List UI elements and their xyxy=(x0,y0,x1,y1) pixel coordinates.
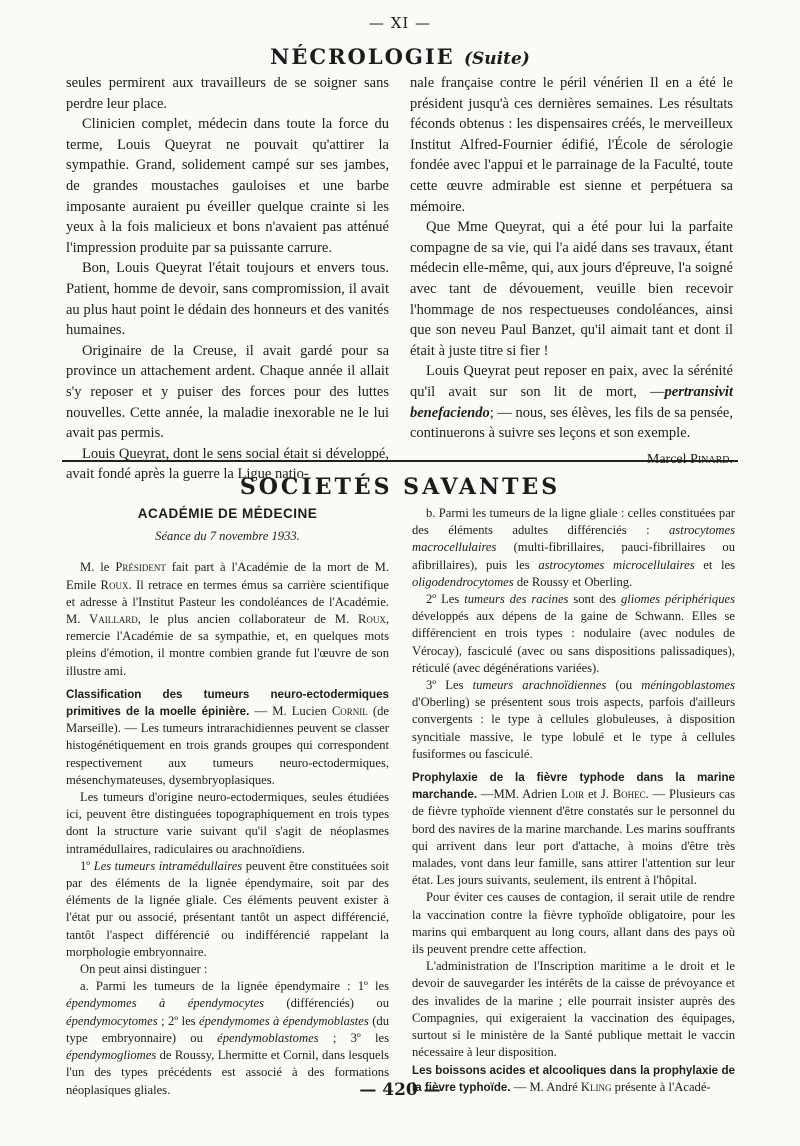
necro-paragraph: seules permirent aux travailleurs de se soigner sans perdre leur place. xyxy=(66,75,389,112)
soc-paragraph xyxy=(66,559,389,679)
text-run: de Roussy et Oberling. xyxy=(516,574,633,589)
necro-paragraph-last xyxy=(410,361,733,443)
text-run: b. Parmi les tumeurs de la ligne gliale : celles constituées par des éléments adultes différenciés : xyxy=(412,506,735,538)
societes-right-column xyxy=(412,505,735,1096)
necro-paragraph: Bon, Louis Queyrat l'était toujours et envers tous. Patient, homme de devoir, sans compromission, il avait au plus haut point le dédain des honneurs et des vanités humaines. xyxy=(66,260,389,339)
necro-paragraph: Que Mme Queyrat, qui a été pour lui la parfaite compagne de sa vie, qui l'a aidé dans ses travaux, étant médecin elle-même, qui, aux jours d'épreuve, l'a soigné avec tant de dévouement, veuille bien recevoir l'hommage de nos respectueuses condoléances, ainsi que son neveu Paul Banzet, qu'il aimait tant et dont il était à juste titre si fier ! xyxy=(410,219,733,359)
necrologie-right-column xyxy=(410,73,733,470)
soc-paragraph: Les tumeurs d'origine neuro-ectodermiques, seules étudiées ici, peuvent être distinguées topographiquement en trois types dont la structure varie suivant qu'il s'agit de néoplasmes intramédullaires, radiculaires ou arachnoïdiens. xyxy=(66,790,389,856)
text-run: et J. xyxy=(587,787,609,802)
name-kling: Kling xyxy=(580,1079,612,1094)
italic-run: épendymoblastomes xyxy=(217,1030,319,1045)
text-run: a. Parmi les tumeurs de la lignée épendymaire : 1º les xyxy=(80,979,389,994)
societes-title: SOCIETÉS SAVANTES xyxy=(239,474,561,500)
soc-paragraph xyxy=(66,686,389,789)
name-president: Président xyxy=(115,560,166,575)
soc-paragraph: L'administration de l'Inscription maritime a le droit et le devoir de sauvegarder les intérêts de la caisse de prévoyance et des invalides de la marine ; elle pourrait insister auprès des Compagnies, qui exigeraient la vaccination des équipages, surtout si le ministère de la Santé publique mettait le vaccin nécessaire à leur disposition. xyxy=(412,959,735,1060)
text-run: , le plus ancien collaborateur de M. xyxy=(137,612,350,627)
text-run: (de Marseille). — Les tumeurs intrarachidiennes peuvent se classer histogénétiquement en trois grands groupes qui correspondent respectivement aux tumeurs neuro-ectodermiques, mésenchymateuses, dysembryoplasiques. xyxy=(66,704,389,787)
societes-left-column xyxy=(66,505,389,1099)
italic-run: oligodendrocytomes xyxy=(412,574,514,589)
article-heading: Classification des tumeurs neuro-ectodermiques primitives de la moelle épinière. xyxy=(66,687,389,719)
article-heading: Les boissons acides et alcooliques dans la prophylaxie de la fièvre typhoïde. xyxy=(412,1063,735,1094)
italic-run: épendymomes à épendymoblastes xyxy=(198,1013,369,1028)
text-run: (différenciés) ou xyxy=(286,996,390,1011)
seance-date: Séance du 7 novembre 1933. xyxy=(155,529,300,544)
italic-run: épendymocytomes xyxy=(66,1013,158,1028)
text-run: présente à l'Acadé- xyxy=(614,1079,711,1094)
text-run: fait part à l'Académie de la mort de M. Emile xyxy=(66,560,389,592)
signature-first: Marcel xyxy=(646,451,687,467)
text-run: . — Plusieurs cas de fièvre typhoïde viennent d'être constatés sur le personnel du bord des navires de la marine marchande. Les marins souffrants qui arrivent dans leur port d'attache, à moins d'être très malades, vont dans leur famille, sans attirer l'attention sur leur état. Les jours suivants, seulement, ils entrent à l'hôpital. xyxy=(412,787,736,888)
necro-latin-phrase: pertransivit benefaciendo xyxy=(410,383,733,421)
name-cornil: Cornil xyxy=(331,704,368,719)
necrologie-title-text: NÉCROLOGIE xyxy=(270,44,455,69)
necrologie-title-suite: (Suite) xyxy=(463,49,530,69)
text-run: 2º Les xyxy=(426,592,460,607)
name-bohec: Bohec xyxy=(612,787,646,802)
italic-run: tumeurs des racines xyxy=(464,592,569,607)
text-run: de Roussy, Lhermitte et Cornil, dans lesquels l'un des types précédents est associé à des formations néoplasiques gliales. xyxy=(66,1048,389,1097)
text-run: développés aux dépens de la gaine de Schwann. Elles se différencient en trois types : nodulaire (avec nodules de Vérocay), fasciculé (avec ou sans dispositions palissadiques), réticulé (avec dégénérations variées). xyxy=(412,609,735,675)
italic-run: méningoblastomes xyxy=(641,678,735,693)
signature-last: Pinard. xyxy=(690,451,733,467)
name-vaillard: Vaillard xyxy=(89,612,138,627)
page-roman-numeral: — XI — xyxy=(368,14,432,32)
name-roux: Roux xyxy=(100,577,129,592)
soc-paragraph xyxy=(412,677,735,763)
necro-paragraph: Louis Queyrat, dont le sens social était si développé, avait fondé après la guerre la Ligue natio- xyxy=(66,445,389,483)
text-run: , remercie l'Académie de sa sympathie, et, en quelques mots pleins d'émotion, il montre combien grande fut l'œuvre de son illustre ami. xyxy=(66,612,389,678)
italic-run: astrocytomes microcellulaires xyxy=(538,557,695,572)
italic-run: épendymomes à épendymocytes xyxy=(66,996,264,1011)
section-divider xyxy=(62,460,738,462)
necro-paragraph: Clinicien complet, médecin dans toute la force du terme, Louis Queyrat ne pouvait qu'attirer la sympathie. Grand, solidement campé sur ses jambes, de grandes moustaches gauloises et une barbe imposante auraient pu éveiller quelque crainte si les yeux à la fois malicieux et bons n'avaient pas atténué l'impression produite par sa puissante carrure. xyxy=(66,116,389,256)
text-run: — M. Lucien xyxy=(254,704,327,719)
necrologie-left-column xyxy=(66,73,389,485)
necro-paragraph: nale française contre le péril vénérien Il en a été le président jusqu'à ces dernières semaines. Les résultats féconds obtenus : les dispensaires créés, le merveilleux Institut Alfred-Fournier édifié, l'École de sérologie fondée avec l'appui et le parrainage de la Faculté, toute cette œuvre admirable est sienne et perpétuera sa mémoire. xyxy=(410,75,733,215)
necrologie-title xyxy=(0,44,800,69)
text-run: d'Oberling) se présentent sous trois aspects, parfois d'ailleurs convergents : le type à cellules globuleuses, à disposition syncitiale massive, le type lobulé et le type à cellules fusiformes ou fasciculé. xyxy=(412,695,735,761)
italic-run: Les tumeurs intramédullaires xyxy=(93,858,243,873)
soc-paragraph xyxy=(66,858,389,961)
soc-paragraph: Pour éviter ces causes de contagion, il serait utile de rendre la vaccination contre la fièvre typhoïde obligatoire, pour les marins qui embarquent au long cours, allant dans des pays où ils peuvent prendre cette affection. xyxy=(412,890,735,957)
text-run: peuvent être constituées soit par des éléments de la lignée épendymaire, soit par des éléments de la lignée gliale. Ces éléments peuvent exister à l'état pur ou associé, présentant tantôt un aspect différencié, tantôt l'aspect différencié ou indifférencié rappelant la morphologie embryonnaire. xyxy=(66,858,389,959)
soc-paragraph xyxy=(412,769,735,889)
italic-run: épendymogliomes xyxy=(66,1048,157,1063)
academy-heading: ACADÉMIE DE MÉDECINE xyxy=(137,506,318,521)
text-run: (multi-fibrillaires, pauci-fibrillaires ou afibrillaires), puis les xyxy=(412,540,735,572)
text-run: ; 3º les xyxy=(332,1030,389,1045)
italic-run: tumeurs arachnoïdiennes xyxy=(472,678,607,693)
italic-run: gliomes périphériques xyxy=(620,592,735,607)
name-loir: Loir xyxy=(560,787,585,802)
soc-paragraph: On peut ainsi distinguer : xyxy=(80,962,208,977)
text-run: . Il retrace en termes émus sa carrière scientifique et adresse à l'Institut Pasteur les condoléances de l'Académie. M. xyxy=(66,577,389,627)
text-run: M. le xyxy=(80,560,110,575)
italic-run: astrocytomes macrocellulaires xyxy=(412,523,735,555)
text-run: (du type embryonnaire) ou xyxy=(66,1013,389,1045)
soc-paragraph xyxy=(412,505,735,591)
name-roux: Roux xyxy=(357,612,386,627)
text-run: ; 2º les xyxy=(161,1013,196,1028)
soc-paragraph xyxy=(412,591,735,677)
text-run: 3º Les xyxy=(426,678,464,693)
necro-paragraph: Originaire de la Creuse, il avait gardé pour sa province un attachement ardent. Chaque année il allait s'y reposer et y puiser des forces pour des luttes nouvelles. Cette année, la maladie inexorable ne le lui avait pas permis. xyxy=(66,342,389,442)
necro-last-start: Louis Queyrat peut reposer en paix, avec la sérénité qu'il avait sur son lit de mort, — xyxy=(410,363,733,400)
text-run: —MM. Adrien xyxy=(480,787,558,802)
page-number: — 420 — xyxy=(359,1080,441,1100)
text-run: sont des xyxy=(573,592,617,607)
text-run: et les xyxy=(703,557,735,572)
article-heading: Prophylaxie de la fièvre typhode dans la marine marchande. xyxy=(412,771,735,802)
text-run: — M. André xyxy=(513,1079,578,1094)
text-run: 1º xyxy=(80,858,91,873)
necro-last-end: ; — nous, ses élèves, les fils de sa pensée, continuerons à suivre ses leçons et son exemple. xyxy=(410,404,733,442)
text-run: (ou xyxy=(615,678,633,693)
